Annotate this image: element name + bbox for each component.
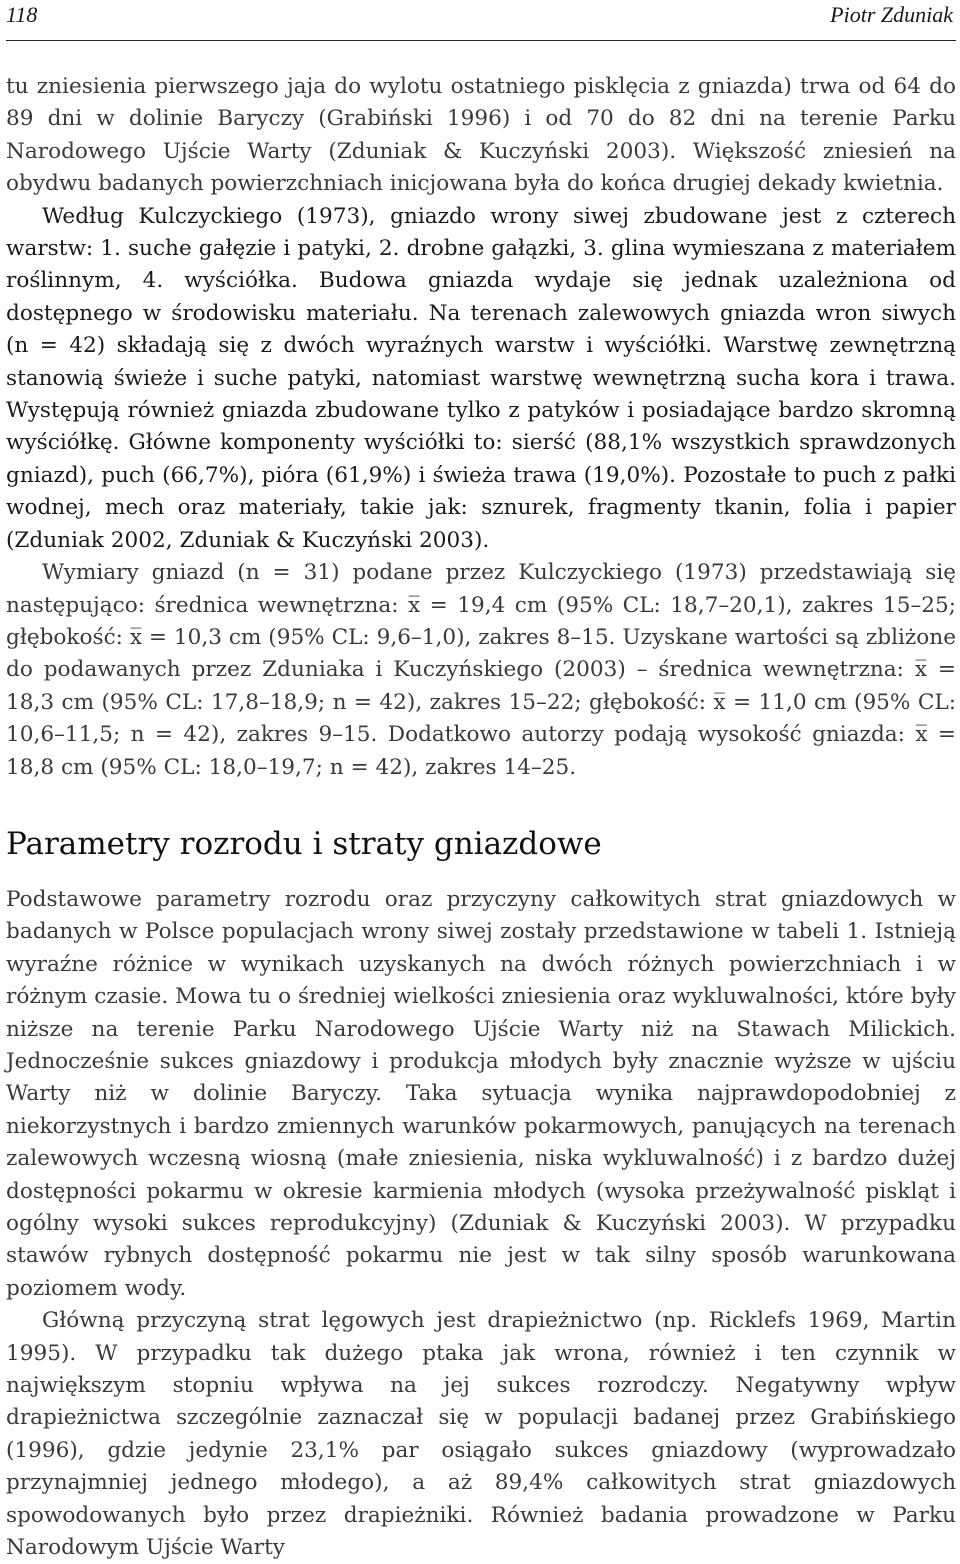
page — [6, 0, 956, 1564]
paragraph-nest-structure: Według Kulczyckiego (1973), gniazdo wrony siwej zbudowane jest z czterech warstw: 1. suche gałęzie i patyki, 2. drobne gałązki, 3. glina wymieszana z materiałem roślinnym, 4. wyściółka. Budowa gniazda wydaje się jednak uzależniona od dostępnego w środowisku materiału. Na terenach zalewowych gniazda wron siwych (n = 42) składają się z dwóch wyraźnych warstw i wyściółki. Warstwę zewnętrzną stanowią świeże i suche patyki, natomiast warstwę wewnętrzną sucha kora i trawa. Występują również gniazda zbudowane tylko z patyków i posiadające bardzo skromną wyściółkę. Główne komponenty wyściółki to: sierść (88,1% wszystkich sprawdzonych gniazd), puch (66,7%), pióra (61,9%) i świeża trawa (19,0%). Pozostałe to puch z pałki wodnej, mech oraz materiały, takie jak: sznurek, fragmenty tkanin, folia i papier (Zduniak 2002, Zduniak & Kuczyński 2003). — [6, 203, 956, 553]
paragraph-continued: tu zniesienia pierwszego jaja do wylotu ostatniego pisklęcia z gniazda) trwa od 64 do 89 dni w dolinie Baryczy (Grabiński 1996) i od 70 do 82 dni na terenie Parku Narodowego Ujście Warty (Zduniak & Kuczyński 2003). Większość zniesień na obydwu badanych powierzchniach inicjowana była do końca drugiej dekady kwietnia. — [6, 74, 956, 197]
section-heading: Parametry rozrodu i straty gniazdowe — [6, 825, 602, 862]
paragraph-breeding-parameters: Podstawowe parametry rozrodu oraz przyczyny całkowitych strat gniazdowych w badanych w Polsce populacjach wrony siwej zostały przedstawione w tabeli 1. Istnieją wyraźne różnice w wynikach uzyskanych na dwóch różnych powierzchniach i w różnym czasie. Mowa tu o średniej wielkości zniesienia oraz wykluwalności, które były niższe na terenie Parku Narodowego Ujście Warty niż na Stawach Milickich. Jednocześnie sukces gniazdowy i produkcja młodych były znacznie wyższe w ujściu Warty niż w dolinie Baryczy. Taka sytuacja wynika najprawdopodobniej z niekorzystnych i bardzo zmiennych warunków pokarmowych, panujących na terenach zalewowych wczesną wiosną (małe zniesienia, niska wykluwalność) i z bardzo dużej dostępności pokarmu w okresie karmienia młodych (wysoka przeżywalność piskląt i ogólny wysoki sukces reprodukcyjny) (Zduniak & Kuczyński 2003). W przypadku stawów rybnych dostępność pokarmu nie jest w tak silny sposób warunkowana poziomem wody. — [6, 886, 956, 1301]
running-header — [6, 0, 956, 41]
paragraph-nest-dimensions: Wymiary gniazd (n = 31) podane przez Kulczyckiego (1973) przedstawiają się następująco: średnica wewnętrzna: x̅ = 19,4 cm (95% CL: 18,7–20,1), zakres 15–25; głębokość: x̅ = 10,3 cm (95% CL: 9,6–1,0), zakres 8–15. Uzyskane wartości są zbliżone do podawanych przez Zduniaka i Kuczyńskiego (2003) – średnica wewnętrzna: x̅ = 18,3 cm (95% CL: 17,8–18,9; n = 42), zakres 15–22; głębokość: x̅ = 11,0 cm (95% CL: 10,6–11,5; n = 42), zakres 9–15. Dodatkowo autorzy podają wysokość gniazda: x̅ = 18,8 cm (95% CL: 18,0–19,7; n = 42), zakres 14–25. — [6, 560, 956, 780]
page-number: 118 — [6, 2, 38, 27]
body-text — [6, 71, 956, 1564]
running-author: Piotr Zduniak — [830, 2, 953, 27]
paragraph-nest-losses: Główną przyczyną strat lęgowych jest drapieżnictwo (np. Ricklefs 1969, Martin 1995). W przypadku tak dużego ptaka jak wrona, również i ten czynnik w największym stopniu wpływa na jej sukces rozrodczy. Negatywny wpływ drapieżnictwa szczególnie zaznaczał się w populacji badanej przez Grabińskiego (1996), gdzie jedynie 23,1% par osiągało sukces gniazdowy (wyprowadzało przynajmniej jednego młodego), a aż 89,4% całkowitych strat gniazdowych spowodowanych było przez drapieżniki. Również badania prowadzone w Parku Narodowym Ujście Warty — [6, 1308, 956, 1561]
